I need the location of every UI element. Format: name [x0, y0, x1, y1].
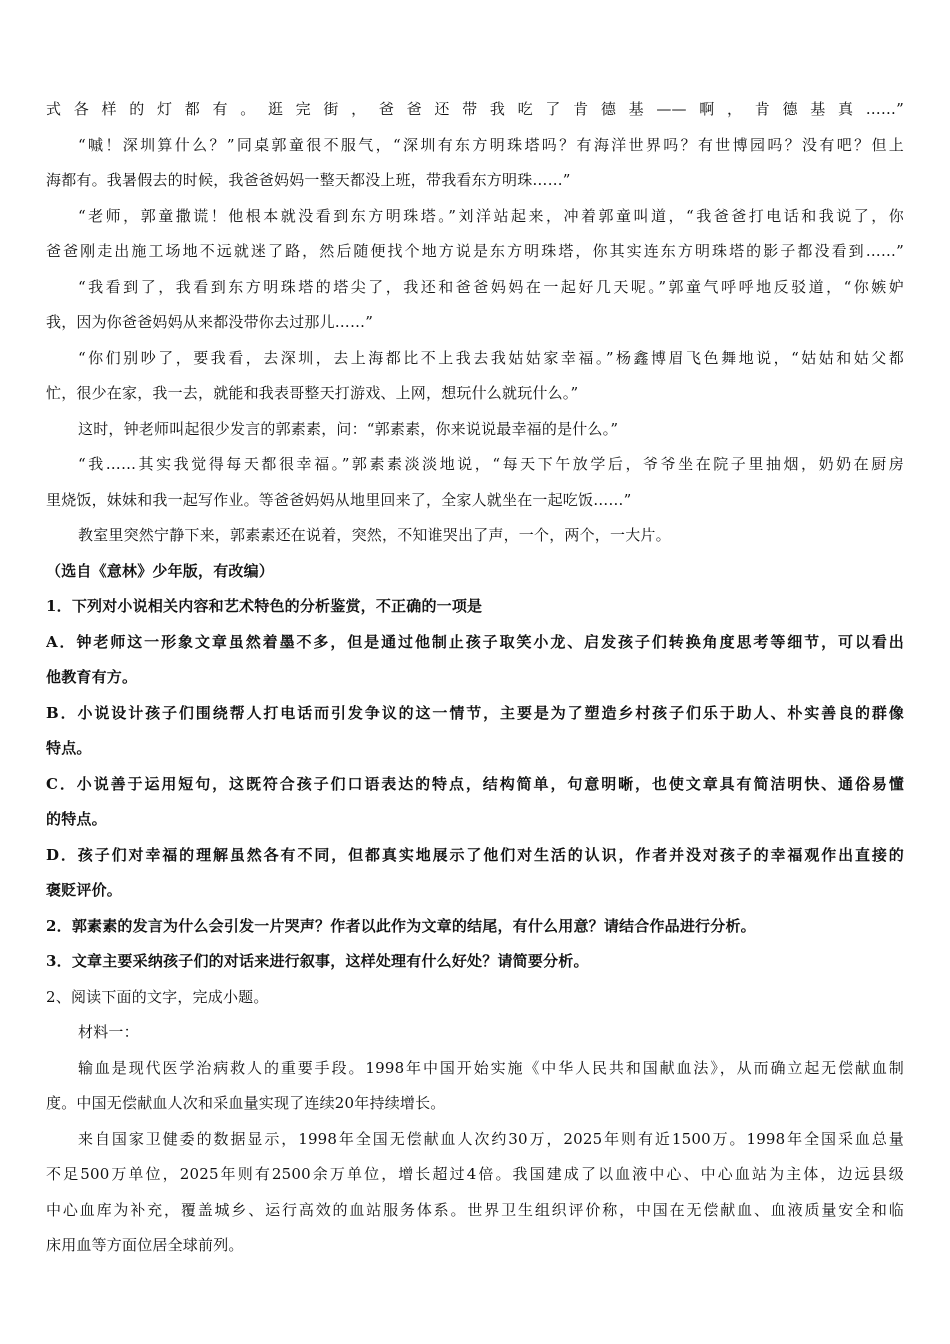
option-d-line: 褒贬评价。	[46, 881, 123, 899]
material-line: 输血是现代医学治病救人的重要手段。1998年中国开始实施《中华人民共和国献血法》，从而确立起无偿献血制	[78, 1058, 904, 1077]
story-line: 里烧饭，妹妹和我一起写作业。等爸爸妈妈从地里回来了，全家人就坐在一起吃饭……”	[46, 490, 632, 509]
document-page	[46, 92, 904, 1264]
story-line: 教室里突然宁静下来，郭素素还在说着，突然，不知谁哭出了声，一个，两个，一大片。	[78, 526, 671, 544]
story-line: “我看到了，我看到东方明珠塔的塔尖了，我还和爸爸妈妈在一起好几天呢。”郭童气呼呼地反驳道，“你嫉妒	[78, 277, 904, 296]
material-line: 来自国家卫健委的数据显示，1998年全国无偿献血人次约30万，2025年则有近1500万。1998年全国采血总量	[78, 1129, 904, 1148]
story-line: “嘁！深圳算什么？”同桌郭童很不服气，“深圳有东方明珠塔吗？有海洋世界吗？有世博园吗？没有吧？但上	[78, 135, 904, 154]
question-1-stem: 1．下列对小说相关内容和艺术特色的分析鉴赏，不正确的一项是	[46, 597, 483, 615]
option-d-line: D．孩子们对幸福的理解虽然各有不同，但都真实地展示了他们对生活的认识，作者并没对孩子的幸福观作出直接的	[46, 845, 904, 864]
section-2-heading: 2、阅读下面的文字，完成小题。	[46, 987, 269, 1006]
material-label: 材料一：	[78, 1023, 139, 1041]
story-line: 忙，很少在家，我一去，就能和我表哥整天打游戏、上网，想玩什么就玩什么。”	[46, 384, 579, 402]
option-a-line: 他教育有方。	[46, 668, 138, 686]
story-line: “老师，郭童撒谎！他根本就没看到东方明珠塔。”刘洋站起来，冲着郭童叫道，“我爸爸打电话和我说了，你	[78, 206, 904, 225]
material-line: 中心血库为补充，覆盖城乡、运行高效的血站服务体系。世界卫生组织评价称，中国在无偿献血、血液质量安全和临	[46, 1200, 904, 1219]
story-line: 爸爸刚走出施工场地不远就迷了路，然后随便找个地方说是东方明珠塔，你其实连东方明珠塔的影子都没看到……”	[46, 242, 904, 260]
story-line: 式各样的灯都有。逛完街，爸爸还带我吃了肯德基——啊，肯德基真……”	[46, 100, 904, 118]
option-a-line: A．钟老师这一形象文章虽然着墨不多，但是通过他制止孩子取笑小龙、启发孩子们转换角度思考等细节，可以看出	[46, 632, 904, 651]
option-c-line: 的特点。	[46, 810, 107, 828]
question-3: 3．文章主要采纳孩子们的对话来进行叙事，这样处理有什么好处？请简要分析。	[46, 952, 589, 970]
material-line: 不足500万单位，2025年则有2500余万单位，增长超过4倍。我国建成了以血液中心、中心血站为主体，边远县级	[46, 1165, 904, 1183]
story-line: “你们别吵了，要我看，去深圳，去上海都比不上我去我姑姑家幸福。”杨鑫博眉飞色舞地说，“姑姑和姑父都	[78, 348, 904, 367]
option-b-line: 特点。	[46, 739, 92, 757]
option-c-line: C．小说善于运用短句，这既符合孩子们口语表达的特点，结构简单，句意明晰，也使文章具有简洁明快、通俗易懂	[46, 774, 904, 793]
option-b-line: B．小说设计孩子们围绕帮人打电话而引发争议的这一情节，主要是为了塑造乡村孩子们乐于助人、朴实善良的群像	[46, 703, 904, 722]
material-line: 床用血等方面位居全球前列。	[46, 1236, 244, 1254]
story-line: 我，因为你爸爸妈妈从来都没带你去过那儿……”	[46, 313, 374, 331]
question-2: 2．郭素素的发言为什么会引发一片哭声？作者以此作为文章的结尾，有什么用意？请结合作品进行分析。	[46, 916, 756, 935]
source-note: （选自《意林》少年版，有改编）	[46, 561, 275, 580]
story-line: 这时，钟老师叫起很少发言的郭素素，问：“郭素素，你来说说最幸福的是什么。”	[78, 419, 619, 438]
material-line: 度。中国无偿献血人次和采血量实现了连续20年持续增长。	[46, 1094, 446, 1112]
story-line: “我……其实我觉得每天都很幸福。”郭素素淡淡地说，“每天下午放学后，爷爷坐在院子里抽烟，奶奶在厨房	[78, 455, 904, 473]
story-line: 海都有。我暑假去的时候，我爸爸妈妈一整天都没上班，带我看东方明珠……”	[46, 171, 571, 189]
